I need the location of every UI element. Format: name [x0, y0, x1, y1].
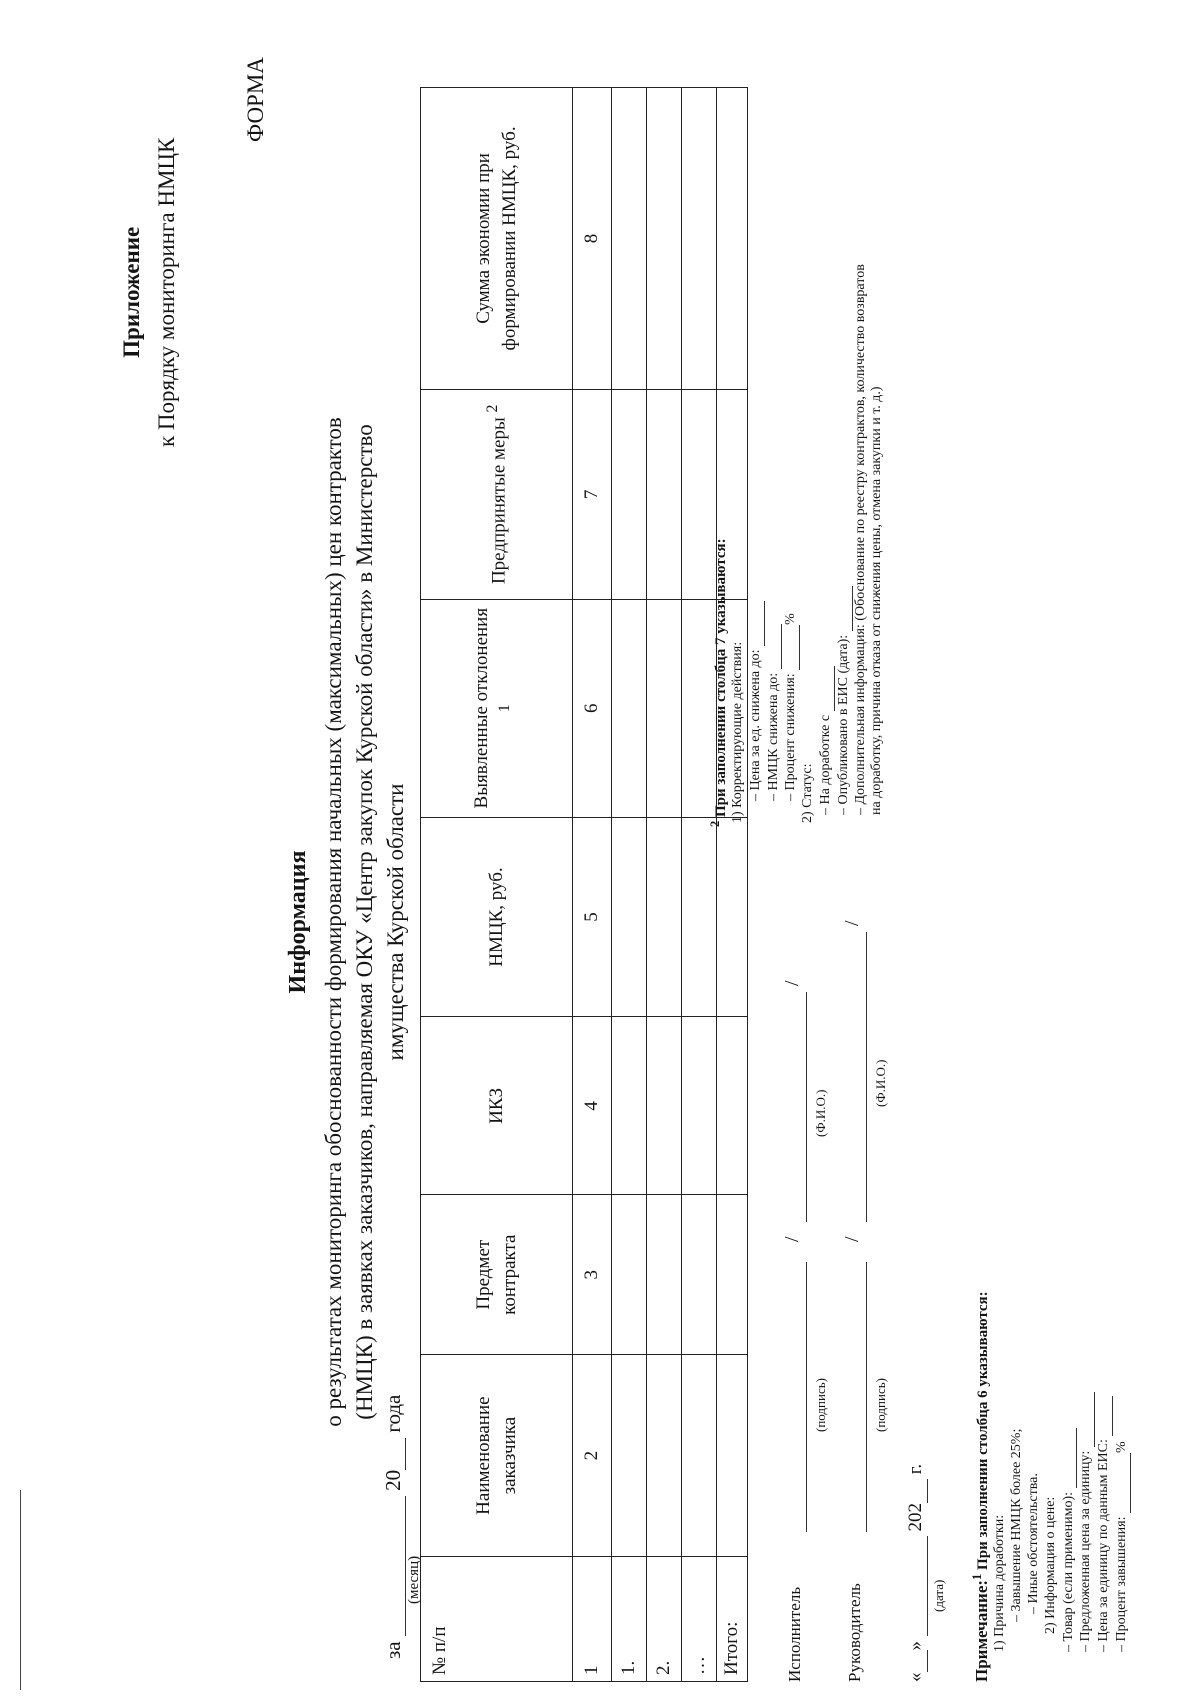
- form-label: ФОРМА: [243, 57, 268, 142]
- heading-text: о результатах мониторинга обоснованности формирования начальных (максимальных) цен контрактов (НМЦК) в заявках заказчиков, направляемая ОКУ «Центр закупок Курской области» в Министерство имущества Курской области: [321, 417, 409, 1427]
- signature-separator: /: [841, 1236, 863, 1242]
- document-heading: [285, 297, 411, 1547]
- note-column-7: [708, 264, 886, 827]
- note1-line: – Товар (если применимо):: [1060, 1291, 1078, 1682]
- note1-line: – Предложенная цена за единицу:: [1077, 1291, 1095, 1682]
- note2-line: на доработку, причина отказа от снижения цены, отмена закупки и т. д.): [869, 386, 885, 815]
- table-cell[interactable]: [647, 1195, 682, 1355]
- table-cell[interactable]: [647, 817, 682, 1017]
- table-cell[interactable]: [717, 1195, 748, 1355]
- monitoring-table: [420, 87, 748, 1682]
- column-number: 3: [573, 1195, 612, 1355]
- table-row: [647, 88, 682, 1682]
- head-label: Руководитель: [845, 1583, 864, 1682]
- table-cell[interactable]: [612, 88, 647, 390]
- date-open-quote: «: [905, 1672, 926, 1682]
- column-number: 7: [573, 389, 612, 599]
- table-cell[interactable]: [612, 599, 647, 817]
- header-cell-6: Выявленные отклонения $^1$: [421, 599, 573, 817]
- head-sign-line[interactable]: [865, 1262, 867, 1532]
- note2-line: – Цена за ед. снижена до:: [747, 264, 765, 827]
- table-cell[interactable]: [717, 817, 748, 1017]
- table-cell[interactable]: [612, 817, 647, 1017]
- column-number: 8: [573, 88, 612, 390]
- signature-separator: /: [781, 980, 803, 986]
- header-cell-2: Наименование заказчика: [421, 1355, 573, 1557]
- signature-separator: /: [841, 920, 863, 926]
- date-year-prefix: 202: [905, 1503, 926, 1532]
- appendix-subtitle: к Порядку мониторинга НМЦК: [153, 137, 179, 447]
- month-blank: [380, 1496, 406, 1636]
- executor-name-line[interactable]: [805, 992, 807, 1222]
- date-close-quote: »: [905, 1641, 926, 1651]
- table-cell[interactable]: [612, 389, 647, 599]
- row-number: 1.: [612, 1557, 647, 1682]
- table-header-row: [421, 88, 573, 1682]
- note2-line: – Процент снижения: %: [783, 613, 799, 801]
- note2-line: – На доработке с: [817, 264, 835, 827]
- table-cell[interactable]: [612, 1355, 647, 1557]
- appendix-block: [115, 138, 184, 447]
- note1-line: – Иные обстоятельства.: [1025, 1473, 1041, 1614]
- header-cell-8: Сумма экономии при формировании НМЦК, руб.: [421, 88, 573, 390]
- table-cell[interactable]: [647, 389, 682, 599]
- table-cell[interactable]: [612, 1017, 647, 1195]
- name-caption: (Ф.И.О.): [873, 1059, 888, 1107]
- note2-heading: $^2$ При заполнении столбца 7 указываются:: [708, 538, 729, 827]
- footnote-mark-2: 2: [483, 404, 501, 413]
- table-cell[interactable]: [647, 599, 682, 817]
- table-cell[interactable]: [717, 1355, 748, 1557]
- table-cell[interactable]: [647, 1355, 682, 1557]
- name-caption: (Ф.И.О.): [813, 1089, 828, 1137]
- row-number: …: [682, 1557, 717, 1682]
- column-number: 6: [573, 599, 612, 817]
- table-cell[interactable]: [647, 88, 682, 390]
- period-prefix: за: [381, 1641, 405, 1659]
- executor-label: Исполнитель: [785, 1586, 804, 1682]
- column-number: 4: [573, 1017, 612, 1195]
- note2-line: – Опубликовано в ЕИС (дата):: [835, 264, 853, 827]
- column-number: 2: [573, 1355, 612, 1557]
- year-blank: [380, 1438, 406, 1470]
- note1-line: 2) Информация о цене:: [1042, 1496, 1058, 1634]
- date-field: [905, 1463, 946, 1682]
- report-period: [380, 1394, 422, 1659]
- note1-heading: Примечание:$^1$ При заполнении столбца 6 указываются:: [970, 1291, 991, 1682]
- head-name-line[interactable]: [865, 932, 867, 1222]
- column-number: 1: [573, 1557, 612, 1682]
- note2-line: 1) Корректирующие действия:: [730, 641, 745, 823]
- date-caption: (дата): [931, 1579, 946, 1612]
- period-suffix: года: [381, 1394, 405, 1433]
- table-cell[interactable]: [682, 817, 717, 1017]
- table-cell[interactable]: [717, 1017, 748, 1195]
- table-row: [612, 88, 647, 1682]
- month-caption: (месяц): [406, 1555, 422, 1604]
- note1-line: – Процент завышения: %: [1113, 1441, 1129, 1652]
- note2-line: – НМЦК снижена до:: [765, 264, 783, 827]
- sign-caption: (подпись): [873, 1378, 888, 1432]
- table-cell[interactable]: [682, 1017, 717, 1195]
- date-month-blank[interactable]: [905, 1536, 928, 1636]
- executor-signature: [781, 980, 828, 1682]
- table-cell[interactable]: [612, 1195, 647, 1355]
- table-cell[interactable]: [682, 1195, 717, 1355]
- header-cell-7: Предпринятые меры $^2$: [421, 389, 573, 599]
- total-label: Итого:: [717, 1557, 748, 1682]
- note1-line: – Цена за единицу по данным ЕИС:: [1095, 1291, 1113, 1682]
- table-cell[interactable]: [682, 1355, 717, 1557]
- header-cell-3: Предмет контракта: [421, 1195, 573, 1355]
- head-signature: [841, 920, 888, 1682]
- header-cell-1: № п/п: [421, 1557, 573, 1682]
- column-number: 5: [573, 817, 612, 1017]
- note-column-6: [970, 1291, 1131, 1682]
- note1-line: – Завышение НМЦК более 25%;: [1009, 1428, 1025, 1622]
- signature-separator: /: [781, 1236, 803, 1242]
- row-number: 2.: [647, 1557, 682, 1682]
- header-cell-4: ИКЗ: [421, 1017, 573, 1195]
- table-cell[interactable]: [647, 1017, 682, 1195]
- footnote-mark-1: 1: [496, 704, 514, 713]
- date-year-suffix: г.: [905, 1463, 926, 1475]
- note2-line: 2) Статус:: [800, 763, 816, 823]
- executor-sign-line[interactable]: [805, 1262, 807, 1532]
- note2-line: – Дополнительная информация: (Обоснование по реестру контрактов, количество возвратов: [852, 264, 868, 815]
- heading-title: Информация: [285, 850, 311, 994]
- year-prefix: 20: [381, 1469, 405, 1491]
- sign-caption: (подпись): [813, 1378, 828, 1432]
- column-number-row: [573, 88, 612, 1682]
- note1-line: 1) Причина доработки:: [992, 1514, 1008, 1652]
- appendix-title: Приложение: [119, 226, 144, 358]
- header-cell-5: НМЦК, руб.: [421, 817, 573, 1017]
